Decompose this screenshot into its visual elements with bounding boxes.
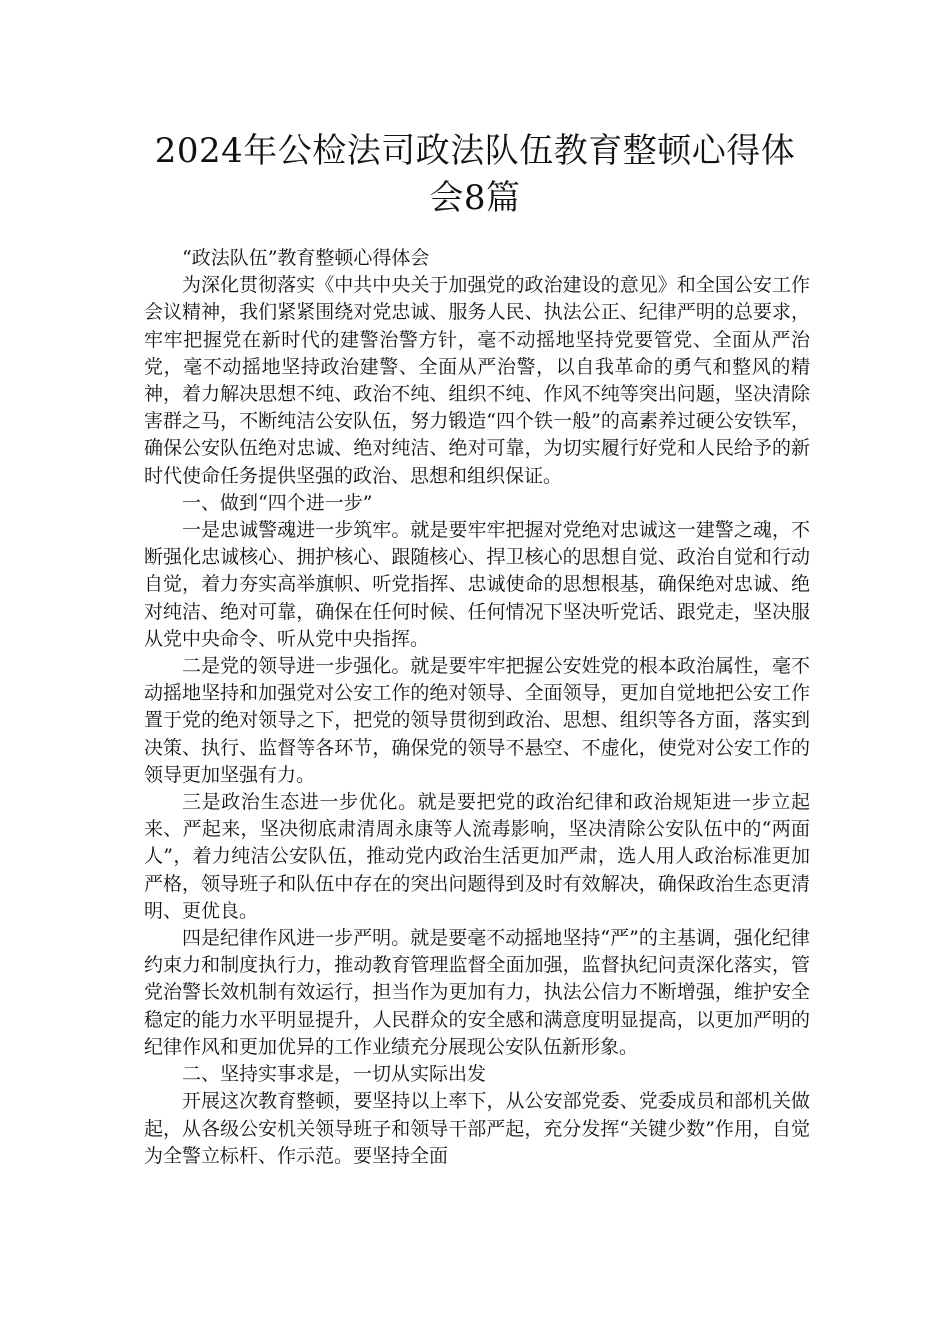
document-title <box>100 128 850 222</box>
body-paragraph: 一是忠诚警魂进一步筑牢。就是要牢牢把握对党绝对忠诚这一建警之魂，不断强化忠诚核心、拥护核心、跟随核心、捍卫核心的思想自觉、政治自觉和行动自觉，着力夯实高举旗帜、听党指挥、忠诚使命的思想根基，确保绝对忠诚、绝对纯洁、绝对可靠，确保在任何时候、任何情况下坚决听党话、跟党走，坚决服从党中央命令、听从党中央指挥。 <box>144 519 810 650</box>
document-body <box>144 245 810 1170</box>
subtitle-paragraph: “政法队伍”教育整顿心得体会 <box>182 247 430 269</box>
title-line-1: 2024年公检法司政法队伍教育整顿心得体 <box>154 131 796 171</box>
title-line-2: 会8篇 <box>429 178 521 218</box>
body-paragraph: 四是纪律作风进一步严明。就是要毫不动摇地坚持“严”的主基调，强化纪律约束力和制度执行力，推动教育管理监督全面加强，监督执纪问责深化落实，管党治警长效机制有效运行，担当作为更加有力，执法公信力不断增强，维护安全稳定的能力水平明显提升，人民群众的安全感和满意度明显提高，以更加严明的纪律作风和更加优异的工作业绩充分展现公安队伍新形象。 <box>144 927 810 1058</box>
body-paragraph: 三是政治生态进一步优化。就是要把党的政治纪律和政治规矩进一步立起来、严起来，坚决彻底肃清周永康等人流毒影响，坚决清除公安队伍中的“两面人”，着力纯洁公安队伍，推动党内政治生活更加严肃，选人用人政治标准更加严格，领导班子和队伍中存在的突出问题得到及时有效解决，确保政治生态更清明、更优良。 <box>144 791 810 922</box>
section-heading-1: 一、做到“四个进一步” <box>182 491 373 514</box>
body-paragraph: 开展这次教育整顿，要坚持以上率下，从公安部党委、党委成员和部机关做起，从各级公安机关领导班子和领导干部严起，充分发挥“关键少数”作用，自觉为全警立标杆、作示范。要坚持全面 <box>144 1090 810 1167</box>
intro-paragraph: 为深化贯彻落实《中共中央关于加强党的政治建设的意见》和全国公安工作会议精神，我们紧紧围绕对党忠诚、服务人民、执法公正、纪律严明的总要求，牢牢把握党在新时代的建警治警方针，毫不动摇地坚持党要管党、全面从严治党，毫不动摇地坚持政治建警、全面从严治警，以自我革命的勇气和整风的精神，着力解决思想不纯、政治不纯、组织不纯、作风不纯等突出问题，坚决清除害群之马，不断纯洁公安队伍，努力锻造“四个铁一般”的高素养过硬公安铁军，确保公安队伍绝对忠诚、绝对纯洁、绝对可靠，为切实履行好党和人民给予的新时代使命任务提供坚强的政治、思想和组织保证。 <box>144 274 810 487</box>
body-paragraph: 二是党的领导进一步强化。就是要牢牢把握公安姓党的根本政治属性，毫不动摇地坚持和加强党对公安工作的绝对领导、全面领导，更加自觉地把公安工作置于党的绝对领导之下，把党的领导贯彻到政治、思想、组织等各方面，落实到决策、执行、监督等各环节，确保党的领导不悬空、不虚化，使党对公安工作的领导更加坚强有力。 <box>144 655 810 786</box>
section-heading-2: 二、坚持实事求是，一切从实际出发 <box>182 1063 487 1086</box>
